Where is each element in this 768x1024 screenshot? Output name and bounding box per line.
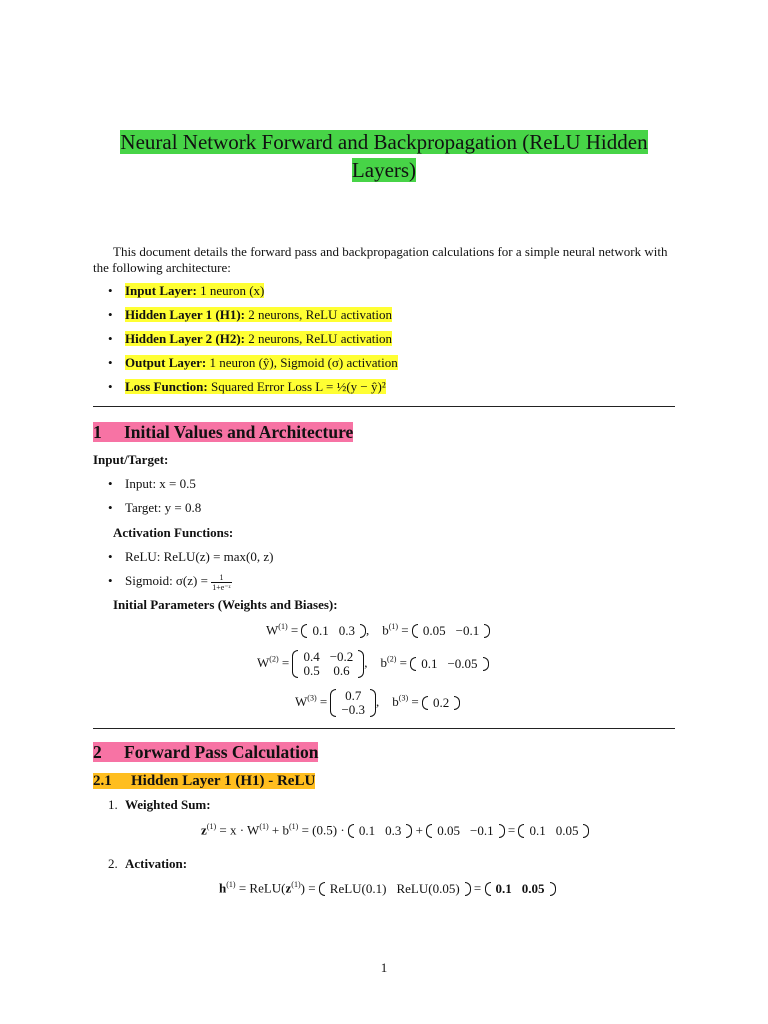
matrix-cell: 0.3 <box>338 623 355 639</box>
horizontal-rule <box>93 728 675 729</box>
list-item: • ReLU: ReLU(z) = max(0, z) <box>108 549 274 564</box>
architecture-list <box>108 282 398 402</box>
matrix-cell: −0.05 <box>447 656 478 671</box>
matrix-cell: ReLU(0.05) <box>396 881 460 897</box>
matrix-w1-inline <box>348 824 413 838</box>
params-heading: Initial Parameters (Weights and Biases): <box>113 597 338 612</box>
list-item: • Hidden Layer 2 (H2): 2 neurons, ReLU activation <box>108 331 392 346</box>
matrix-b1 <box>412 624 490 638</box>
step-weighted-sum: 1. Weighted Sum: <box>108 797 211 812</box>
section-heading-1: 1 Initial Values and Architecture <box>93 422 354 442</box>
matrix-cell: 0.05 <box>555 823 579 839</box>
matrix-w1 <box>301 624 366 638</box>
matrix-cell: 0.05 <box>422 623 446 639</box>
activation-heading: Activation Functions: <box>113 525 234 540</box>
matrix-cell: 0.2 <box>432 695 450 710</box>
list-item: • Loss Function: Squared Error Loss L = ½(y − ŷ)² <box>108 379 386 394</box>
matrix-cell: ReLU(0.1) <box>329 881 387 897</box>
list-item: • Input Layer: 1 neuron (x) <box>108 283 265 298</box>
matrix-cell: 0.1 <box>312 623 329 639</box>
matrix-cell: −0.2 <box>329 649 354 664</box>
matrix-cell: 0.1 <box>495 881 512 897</box>
matrix-cell: −0.1 <box>470 823 494 839</box>
matrix-b2 <box>410 657 488 671</box>
matrix-h1-result <box>485 882 556 896</box>
list-item: • Input: x = 0.5 <box>108 476 196 491</box>
matrix-cell: −0.3 <box>341 702 366 717</box>
matrix-cell: 0.7 <box>345 688 362 703</box>
matrix-cell: 0.05 <box>521 881 545 897</box>
matrix-b3 <box>422 696 460 710</box>
matrix-cell: 0.1 <box>529 823 546 839</box>
matrix-b1-inline <box>426 824 504 838</box>
list-item: • Output Layer: 1 neuron (ŷ), Sigmoid (σ) activation <box>108 355 398 370</box>
horizontal-rule <box>93 406 675 407</box>
matrix-h1-relu <box>319 882 471 896</box>
matrix-cell: 0.1 <box>358 823 376 839</box>
step-activation: 2. Activation: <box>108 856 188 871</box>
matrix-cell: 0.4 <box>303 649 320 664</box>
matrix-z1-result <box>518 824 589 838</box>
input-target-list <box>108 475 201 523</box>
matrix-cell: 0.3 <box>385 823 402 839</box>
matrix-cell: 0.05 <box>437 823 461 839</box>
matrix-cell: 0.1 <box>421 656 438 671</box>
equation-w2-b2: $W^{(2)}$ = 0.4 −0.2 0.5 0.6 , $b^{(2)}$ = 0.1 −0.05 <box>257 650 489 678</box>
list-item: • Target: y = 0.8 <box>108 500 202 515</box>
equation-w3-b3: $W^{(3)}$ = 0.7 −0.3 , $b^{(3)}$ = 0.2 <box>295 689 460 717</box>
subsection-heading-2-1: 2.1 Hidden Layer 1 (H1) - ReLU <box>93 773 316 789</box>
document-title <box>90 128 678 184</box>
title-text: Neural Network Forward and Backpropagation (ReLU Hidden Layers) <box>120 130 648 182</box>
list-item: • Sigmoid: σ(z) = $\frac{1}{\text{1+e⁻ᶻ}}$ <box>108 572 231 592</box>
list-item: • Hidden Layer 1 (H1): 2 neurons, ReLU activation <box>108 307 392 322</box>
sigmoid-fraction: $\frac{1}{\text{1+e⁻ᶻ}}$ <box>212 572 231 592</box>
matrix-w2 <box>292 650 364 678</box>
activation-list <box>108 548 273 596</box>
matrix-cell: 0.6 <box>333 663 350 678</box>
page-number: 1 <box>380 960 388 975</box>
section-heading-2: 2 Forward Pass Calculation <box>93 742 319 762</box>
input-target-heading: Input/Target: <box>93 452 169 467</box>
equation-h1: $h^{(1)}$ = $ReLU(z^{(1)})$ = ReLU(0.1) ReLU(0.05) = 0.1 0.05 <box>219 880 556 896</box>
matrix-cell: −0.1 <box>455 623 480 639</box>
matrix-cell: 0.5 <box>303 663 320 678</box>
intro-paragraph: This document details the forward pass and backpropagation calculations for a simple neural network with the following architecture: <box>93 244 668 275</box>
equation-w1-b1: $W^{(1)}$ = 0.1 0.3 , $b^{(1)}$ = 0.05 −0.1 <box>266 622 490 638</box>
matrix-w3 <box>330 689 376 717</box>
equation-z1: $z^{(1)} = x \cdot W^{(1)} + b^{(1)} = (0.5)$ · 0.1 0.3 + 0.05 −0.1 = 0.1 0.05 <box>201 822 589 838</box>
